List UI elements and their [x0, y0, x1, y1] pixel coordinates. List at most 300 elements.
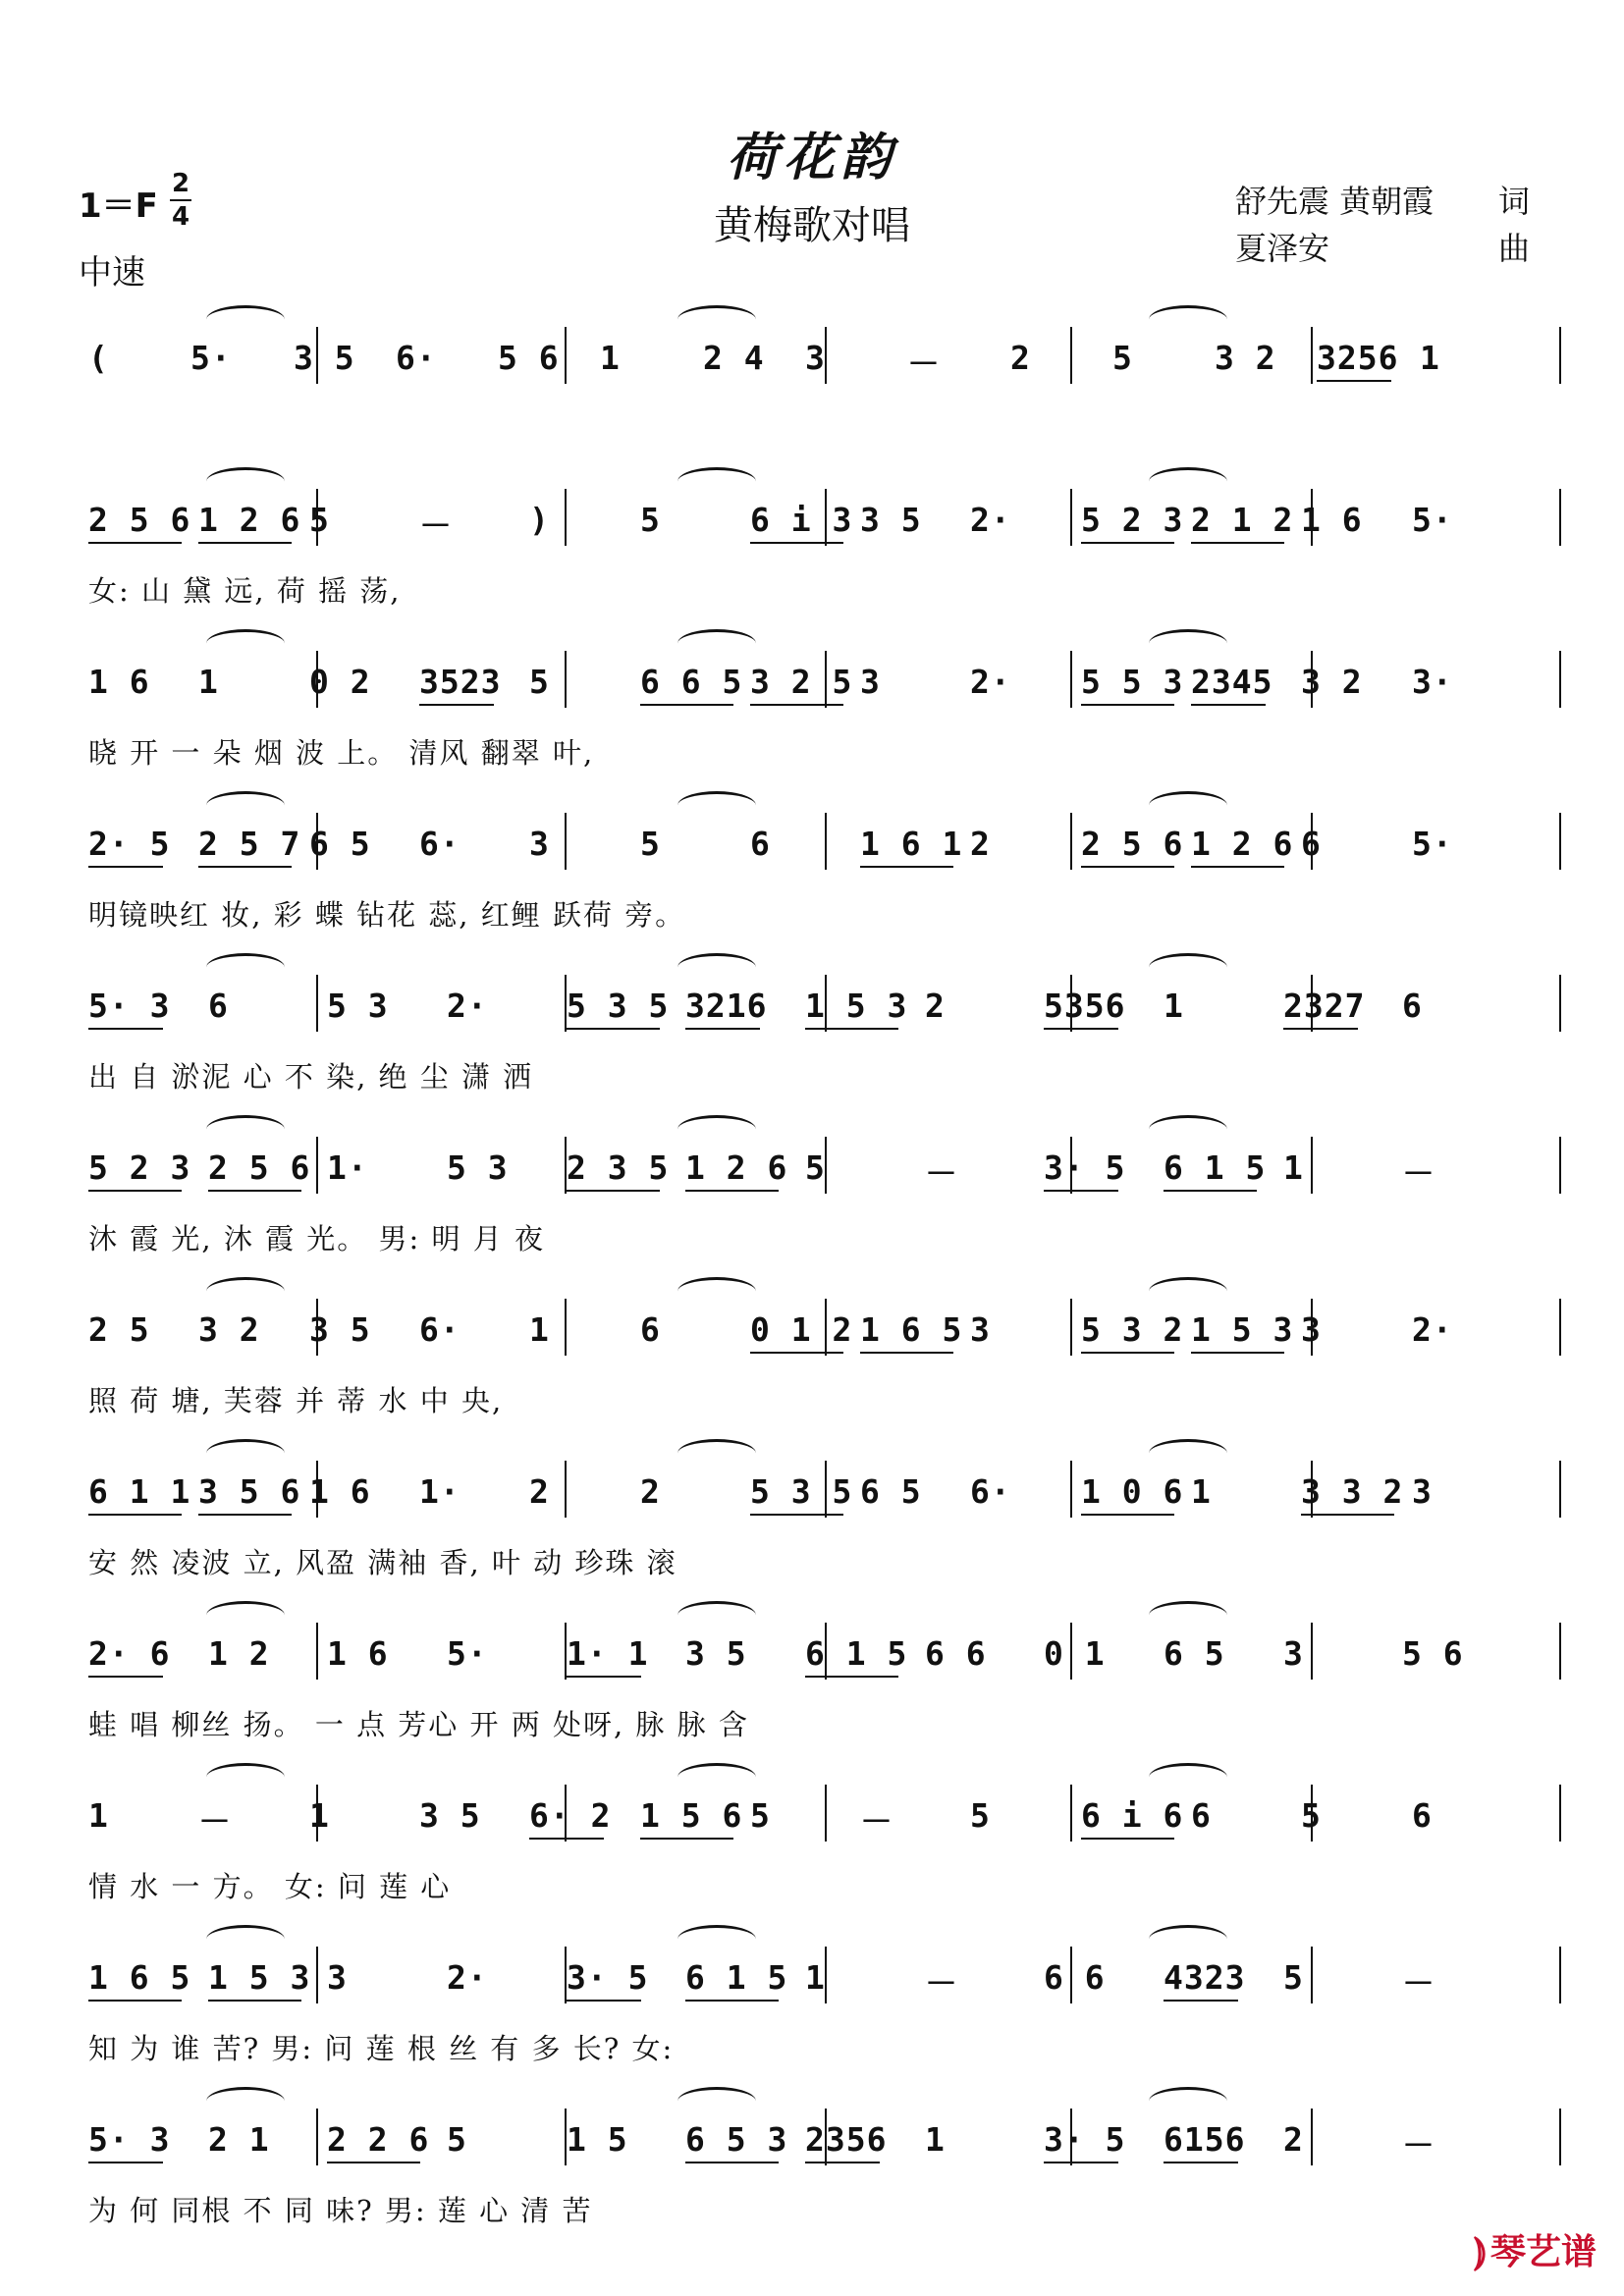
beam-underline [1081, 542, 1174, 544]
note-group: 2 2 6 [327, 2120, 430, 2159]
note-group: 5 3 [447, 1148, 509, 1187]
bar-line [565, 489, 567, 546]
bar-line [565, 1299, 567, 1356]
slur-mark [206, 953, 285, 982]
bar-line [1070, 813, 1072, 870]
key-signature: 1＝F [79, 187, 158, 226]
note-group: 6 i 6 [1081, 1796, 1184, 1835]
lyric-line: 照 荷 塘, 芙蓉 并 蒂 水 中 央, [88, 1384, 504, 1417]
note-group: 2· [447, 987, 488, 1025]
beam-underline [750, 1514, 843, 1516]
note-group: 3256 [1317, 339, 1399, 377]
slur-mark [1149, 2087, 1227, 2115]
note-group: 1 [600, 339, 621, 377]
note-group: 5· [447, 1634, 488, 1673]
note-group: 2· [1412, 1310, 1453, 1349]
note-group: 2 4 [703, 339, 765, 377]
beam-underline [88, 1676, 163, 1678]
slur-mark [1149, 1601, 1227, 1629]
bar-line [1559, 1461, 1561, 1518]
lyric-line: 出 自 淤泥 心 不 染, 绝 尘 潇 洒 [88, 1060, 534, 1094]
note-group: 6 [1191, 1796, 1212, 1835]
beam-underline [750, 1352, 843, 1354]
bar-line [565, 1461, 567, 1518]
composer-role: 曲 [1498, 230, 1531, 267]
lyric-line: 为 何 同根 不 同 味? 男: 莲 心 清 苦 [88, 2194, 593, 2227]
beam-underline [208, 2000, 301, 2002]
note-group: 1 [805, 1958, 826, 1997]
note-group: 2 [1010, 339, 1031, 377]
slur-mark [206, 1277, 285, 1306]
bar-line [565, 327, 567, 384]
bar-line [1559, 1785, 1561, 1842]
beam-underline [1081, 1838, 1174, 1840]
beam-underline [1317, 380, 1391, 382]
note-group: 1 [1283, 1148, 1304, 1187]
beam-underline [1081, 704, 1174, 706]
bar-line [1311, 1623, 1313, 1680]
note-group: 6 i 3 [750, 501, 853, 539]
lyric-line: 情 水 一 方。 女: 问 莲 心 [88, 1870, 452, 1903]
note-group: 3· 5 [1044, 2120, 1126, 2159]
slur-mark [677, 1925, 756, 1953]
bar-line [1559, 1137, 1561, 1194]
bar-line [1559, 1299, 1561, 1356]
bar-line [316, 1947, 318, 2003]
note-group: 6 [640, 1310, 661, 1349]
note-group: 5 5 3 [1081, 663, 1184, 701]
note-group: 1· 1 [567, 1634, 649, 1673]
slur-mark [677, 1439, 756, 1468]
note-group: 6· [419, 825, 460, 863]
note-group: 1 6 5 [88, 1958, 191, 1997]
note-group: 1 [198, 663, 219, 701]
page-subtitle: 黄梅歌对唱 [714, 203, 910, 248]
note-group: 1 6 [309, 1472, 371, 1511]
note-group: 5 [640, 501, 661, 539]
note-group: 2 3 5 [567, 1148, 670, 1187]
slur-mark [677, 1763, 756, 1791]
note-group: 5· [190, 339, 232, 377]
slur-mark [1149, 791, 1227, 820]
beam-underline [805, 2162, 880, 2163]
watermark-logo [1474, 2224, 1597, 2274]
time-signature-top: 2 [171, 169, 190, 198]
time-signature-line [170, 199, 191, 201]
note-group: － [1402, 2126, 1435, 2164]
slur-mark [677, 953, 756, 982]
note-group: 3 [1301, 1310, 1322, 1349]
note-group: 2 5 7 [198, 825, 301, 863]
beam-underline [198, 542, 292, 544]
beam-underline [860, 866, 953, 868]
note-group: 5· 3 [88, 2120, 171, 2159]
beam-underline [88, 1028, 163, 1030]
slur-mark [206, 1601, 285, 1629]
beam-underline [1081, 866, 1174, 868]
note-group: 6 5 [860, 1472, 922, 1511]
note-group: 1 [529, 1310, 550, 1349]
beam-underline [1081, 1352, 1174, 1354]
note-group: 5 3 5 [750, 1472, 853, 1511]
beam-underline [1191, 704, 1266, 706]
slur-mark [677, 1277, 756, 1306]
note-group: － [925, 1154, 958, 1193]
note-group: 3 5 [860, 501, 922, 539]
beam-underline [805, 1676, 898, 1678]
note-group: － [419, 507, 453, 545]
slur-mark [206, 791, 285, 820]
note-group: 2 5 6 [1081, 825, 1184, 863]
lyric-line: 晓 开 一 朵 烟 波 上。 清风 翻翠 叶, [88, 736, 595, 770]
note-group: 1 [925, 2120, 946, 2159]
note-group: 2 1 2 [1191, 501, 1294, 539]
note-group: 3 5 [419, 1796, 481, 1835]
note-group: 1 2 [208, 1634, 270, 1673]
note-group: 6 1 1 [88, 1472, 191, 1511]
beam-underline [1044, 1190, 1118, 1192]
note-group: － [925, 1964, 958, 2002]
slur-mark [206, 1925, 285, 1953]
note-group: 5 6 [498, 339, 560, 377]
beam-underline [419, 704, 494, 706]
note-group: 2345 [1191, 663, 1273, 701]
slur-mark [1149, 1439, 1227, 1468]
bar-line [1070, 1299, 1072, 1356]
note-group: 6 [750, 825, 771, 863]
slur-mark [206, 629, 285, 658]
note-group: ) [529, 501, 550, 539]
bar-line [1559, 327, 1561, 384]
beam-underline [685, 1028, 760, 1030]
slur-mark [677, 467, 756, 496]
beam-underline [1191, 1352, 1284, 1354]
note-group: 3 [529, 825, 550, 863]
beam-underline [88, 2162, 163, 2163]
note-group: 6· [419, 1310, 460, 1349]
note-group: 1 [88, 1796, 109, 1835]
slur-mark [677, 1115, 756, 1144]
note-group: 5· 3 [88, 987, 171, 1025]
note-group: 6 6 [1044, 1958, 1106, 1997]
note-group: 2· [447, 1958, 488, 1997]
note-group: 1 [1191, 1472, 1212, 1511]
watermark-text: 琴艺谱 [1489, 2232, 1597, 2272]
beam-underline [1164, 1190, 1257, 1192]
lyric-line: 明镜映红 妆, 彩 蝶 钻花 蕊, 红鲤 跃荷 旁。 [88, 898, 686, 932]
note-group: 4323 [1164, 1958, 1246, 1997]
beam-underline [198, 1514, 292, 1516]
beam-underline [88, 2000, 182, 2002]
note-group: 1 6 [327, 1634, 389, 1673]
beam-underline [1301, 1514, 1394, 1516]
lyric-line: 安 然 凌波 立, 风盈 满袖 香, 叶 动 珍珠 滚 [88, 1546, 677, 1579]
note-group: ( [88, 339, 109, 377]
beam-underline [685, 2162, 779, 2163]
note-group: 1 [1164, 987, 1184, 1025]
note-group: 5 3 2 [1081, 1310, 1184, 1349]
note-group: 5356 [1044, 987, 1126, 1025]
bar-line [1559, 1623, 1561, 1680]
bar-line [565, 813, 567, 870]
beam-underline [567, 1028, 660, 1030]
beam-underline [640, 704, 733, 706]
bar-line [1311, 1137, 1313, 1194]
slur-mark [1149, 953, 1227, 982]
note-group: 6 6 5 [640, 663, 743, 701]
note-group: 5 [1301, 1796, 1322, 1835]
note-group: 5 [750, 1796, 771, 1835]
note-group: 5 2 3 [88, 1148, 191, 1187]
tempo-marking: 中速 [79, 253, 145, 293]
beam-underline [860, 1352, 953, 1354]
slur-mark [677, 791, 756, 820]
note-group: 6 5 3 [685, 2120, 788, 2159]
bar-line [1559, 813, 1561, 870]
beam-underline [1191, 542, 1284, 544]
note-group: 3 3 2 [1301, 1472, 1404, 1511]
watermark-icon: ⦆ [1473, 2228, 1487, 2273]
beam-underline [88, 1514, 182, 1516]
beam-underline [529, 1838, 604, 1840]
note-group: 1 6 1 [860, 825, 963, 863]
note-group: 1 [1420, 339, 1440, 377]
note-group: 3 [327, 1958, 348, 1997]
beam-underline [88, 866, 163, 868]
note-group: 3 [1412, 1472, 1433, 1511]
note-group: 1 2 6 [198, 501, 301, 539]
note-group: 6 6 [925, 1634, 987, 1673]
note-group: － [1402, 1964, 1435, 2002]
note-group: 2 5 [88, 1310, 150, 1349]
note-group: 5 [640, 825, 661, 863]
note-group: 5 [1112, 339, 1133, 377]
note-group: 5 [529, 663, 550, 701]
note-group: 6· [396, 339, 437, 377]
note-group: 3 5 [309, 1310, 371, 1349]
note-group: 5 [805, 1148, 826, 1187]
bar-line [825, 813, 827, 870]
bar-line [565, 651, 567, 708]
note-group: 6 1 5 [805, 1634, 908, 1673]
bar-line [1559, 1947, 1561, 2003]
slur-mark [1149, 1115, 1227, 1144]
note-group: 5 2 3 [1081, 501, 1184, 539]
note-group: 3· 5 [1044, 1148, 1126, 1187]
note-group: 2· [970, 501, 1011, 539]
slur-mark [206, 467, 285, 496]
slur-mark [1149, 467, 1227, 496]
note-group: 1 5 [567, 2120, 628, 2159]
note-group: 3 2 5 [750, 663, 853, 701]
beam-underline [567, 1676, 641, 1678]
note-group: 5· [1412, 825, 1453, 863]
slur-mark [206, 1439, 285, 1468]
note-group: 1 5 3 [805, 987, 908, 1025]
note-group: 2 [529, 1472, 550, 1511]
bar-line [1311, 327, 1313, 384]
note-group: 3 [860, 663, 881, 701]
note-group: 3 5 [294, 339, 355, 377]
note-group: 3216 [685, 987, 768, 1025]
bar-line [1311, 2109, 1313, 2165]
slur-mark [206, 305, 285, 334]
note-group: 6 [1301, 825, 1322, 863]
note-group: 1 6 5 [860, 1310, 963, 1349]
note-group: 1· [327, 1148, 368, 1187]
bar-line [1070, 1461, 1072, 1518]
note-group: 1 2 6 [685, 1148, 788, 1187]
slur-mark [1149, 1925, 1227, 1953]
note-group: 2 [1283, 2120, 1304, 2159]
bar-line [1559, 651, 1561, 708]
note-group: 3 5 6 [198, 1472, 301, 1511]
lyric-line: 蛙 唱 柳丝 扬。 一 点 芳心 开 两 处呀, 脉 脉 含 [88, 1708, 749, 1741]
lyric-line: 沐 霞 光, 沐 霞 光。 男: 明 月 夜 [88, 1222, 545, 1255]
note-group: － [198, 1802, 232, 1841]
note-group: 6· 2 [529, 1796, 612, 1835]
note-group: 5 3 5 [567, 987, 670, 1025]
bar-line [1311, 1947, 1313, 2003]
beam-underline [685, 1190, 779, 1192]
beam-underline [805, 1028, 898, 1030]
note-group: 1 2 6 [1191, 825, 1294, 863]
beam-underline [1283, 1028, 1358, 1030]
slur-mark [677, 305, 756, 334]
note-group: 6· [970, 1472, 1011, 1511]
note-group: 2· 6 [88, 1634, 171, 1673]
bar-line [1070, 489, 1072, 546]
note-group: 1 0 6 [1081, 1472, 1184, 1511]
note-group: 2 5 6 [208, 1148, 311, 1187]
beam-underline [88, 542, 182, 544]
note-group: 0 1 [1044, 1634, 1106, 1673]
note-group: 6 1 5 [685, 1958, 788, 1997]
note-group: 1 5 3 [1191, 1310, 1294, 1349]
note-group: 6 5 [1164, 1634, 1225, 1673]
note-group: 3523 [419, 663, 502, 701]
bar-line [825, 1785, 827, 1842]
slur-mark [677, 1601, 756, 1629]
note-group: 3 [805, 339, 826, 377]
note-group: 6 5 [309, 825, 371, 863]
beam-underline [1191, 866, 1284, 868]
note-group: 5 [1283, 1958, 1304, 1997]
note-group: 5 [447, 2120, 467, 2159]
time-signature-bottom: 4 [171, 202, 190, 232]
note-group: 3· [1412, 663, 1453, 701]
beam-underline [750, 542, 843, 544]
note-group: 0 2 [309, 663, 371, 701]
bar-line [1070, 1785, 1072, 1842]
bar-line [1559, 489, 1561, 546]
beam-underline [327, 2162, 420, 2163]
bar-line [1559, 975, 1561, 1032]
note-group: 6 [1402, 987, 1423, 1025]
note-group: 5 [970, 1796, 991, 1835]
slur-mark [1149, 1763, 1227, 1791]
composer-name: 夏泽安 [1235, 230, 1330, 267]
note-group: 2 1 [208, 2120, 270, 2159]
beam-underline [88, 1190, 182, 1192]
lyric-line: 女: 山 黛 远, 荷 摇 荡, [88, 574, 402, 608]
slur-mark [206, 2087, 285, 2115]
note-group: 6156 [1164, 2120, 1246, 2159]
note-group: － [1402, 1154, 1435, 1193]
note-group: － [907, 345, 941, 383]
bar-line [316, 1623, 318, 1680]
note-group: 6 [208, 987, 229, 1025]
note-group: 2327 [1283, 987, 1366, 1025]
bar-line [1559, 2109, 1561, 2165]
beam-underline [1044, 1028, 1118, 1030]
note-group: 5· [1412, 501, 1453, 539]
note-group: 2· 5 [88, 825, 171, 863]
score-row [0, 2120, 1624, 2277]
note-group: 2· [970, 663, 1011, 701]
beam-underline [750, 704, 843, 706]
beam-underline [208, 1190, 301, 1192]
bar-line [316, 975, 318, 1032]
beam-underline [640, 1838, 733, 1840]
beam-underline [1164, 2000, 1238, 2002]
note-group: 2 [640, 1472, 661, 1511]
beam-underline [567, 2000, 641, 2002]
lyricist-names: 舒先震 黄朝霞 [1235, 183, 1435, 220]
note-group: 3 2 [1215, 339, 1276, 377]
bar-line [1070, 651, 1072, 708]
note-group: 5 3 [327, 987, 389, 1025]
slur-mark [1149, 1277, 1227, 1306]
beam-underline [1081, 1514, 1174, 1516]
note-group: 3 5 [685, 1634, 747, 1673]
note-group: 3· 5 [567, 1958, 649, 1997]
slur-mark [1149, 629, 1227, 658]
note-group: 2356 [805, 2120, 888, 2159]
beam-underline [1164, 2162, 1238, 2163]
time-signature [169, 169, 192, 232]
bar-line [316, 2109, 318, 2165]
lyricist-role: 词 [1498, 183, 1531, 220]
beam-underline [685, 2000, 779, 2002]
slur-mark [206, 1763, 285, 1791]
note-group: 1 5 3 [208, 1958, 311, 1997]
note-group: 3 2 [198, 1310, 260, 1349]
lyric-line: 知 为 谁 苦? 男: 问 莲 根 丝 有 多 长? 女: [88, 2032, 675, 2065]
slur-mark [206, 1115, 285, 1144]
note-group: 1 5 6 [640, 1796, 743, 1835]
note-group: － [860, 1802, 893, 1841]
bar-line [1070, 327, 1072, 384]
note-group: 2 [925, 987, 946, 1025]
note-group: 5 [309, 501, 330, 539]
beam-underline [567, 1190, 660, 1192]
note-group: 1 [309, 1796, 330, 1835]
slur-mark [1149, 305, 1227, 334]
note-group: 3 [1283, 1634, 1304, 1673]
beam-underline [198, 866, 292, 868]
slur-mark [677, 629, 756, 658]
slur-mark [677, 2087, 756, 2115]
bar-line [316, 1137, 318, 1194]
note-group: 1· [419, 1472, 460, 1511]
note-group: 0 1 2 [750, 1310, 853, 1349]
note-group: 1 6 [1301, 501, 1363, 539]
page-title: 荷花韵 [726, 128, 897, 187]
note-group: 5 6 [1402, 1634, 1464, 1673]
note-group: 6 1 5 [1164, 1148, 1267, 1187]
note-group: 3 2 [1301, 663, 1363, 701]
